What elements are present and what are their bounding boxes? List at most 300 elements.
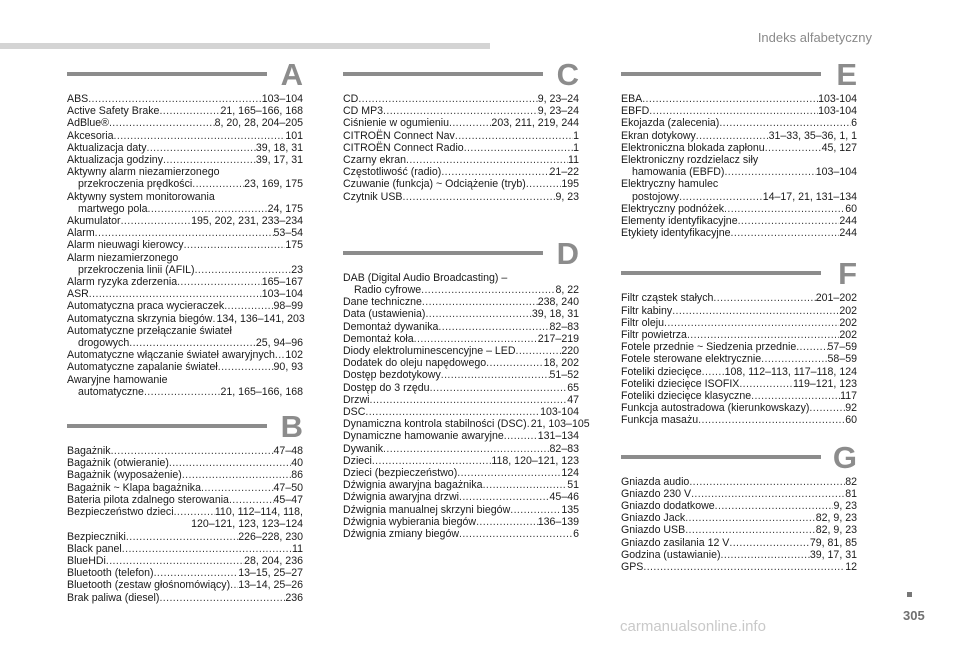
dot-leader <box>672 305 839 317</box>
index-entry <box>67 469 303 481</box>
entry-row <box>343 321 579 333</box>
dot-leader <box>414 333 538 345</box>
dot-leader <box>169 457 291 469</box>
dot-leader <box>177 276 262 288</box>
dot-leader <box>184 239 286 251</box>
entry-row <box>621 366 857 378</box>
index-entry <box>621 105 857 117</box>
section-letter: A <box>280 57 303 92</box>
dot-leader <box>195 264 292 276</box>
index-entry <box>621 305 857 317</box>
entry-pages: 9, 23 <box>833 500 857 513</box>
index-entry <box>67 457 303 469</box>
dot-leader <box>516 345 562 357</box>
entry-term: Brak paliwa (diesel) <box>67 591 160 604</box>
entry-term: Aktywny alarm niezamierzonego <box>67 166 220 179</box>
entry-row <box>67 264 303 276</box>
entry-row <box>343 308 579 320</box>
dot-leader <box>687 329 839 341</box>
index-entry <box>621 93 857 105</box>
entry-term: Częstotliwość (radio) <box>343 166 442 179</box>
entry-term: Bateria pilota zdalnego sterowania <box>67 493 229 506</box>
index-column-3 <box>621 57 857 574</box>
dot-leader <box>106 555 244 567</box>
entry-pages: 82–83 <box>549 442 579 455</box>
entry-row <box>343 369 579 381</box>
entry-term: Diody elektroluminescencyjne – LED <box>343 345 516 358</box>
dot-leader <box>724 166 815 178</box>
entry-pages: 39, 18, 31 <box>531 308 579 321</box>
entry-pages: 23, 169, 175 <box>244 178 303 191</box>
index-entry <box>67 130 303 142</box>
section-letter: C <box>556 57 579 92</box>
entry-row <box>621 117 857 129</box>
entry-pages: 82–83 <box>549 320 579 333</box>
index-entry <box>621 341 857 353</box>
index-entry <box>343 430 579 442</box>
dot-leader <box>163 154 256 166</box>
entry-row <box>343 528 579 540</box>
entry-row <box>67 579 303 591</box>
dot-leader <box>159 105 220 117</box>
entry-row <box>343 154 579 166</box>
entry-pages: 217–219 <box>537 332 579 345</box>
entry-pages: 6 <box>573 528 579 541</box>
entry-term: Automatyczna skrzynia biegów <box>67 312 213 325</box>
entry-term: DAB (Digital Audio Broadcasting) – <box>343 271 508 284</box>
entry-pages: 202 <box>839 316 857 329</box>
entry-row <box>343 516 579 528</box>
dot-leader <box>147 142 256 154</box>
entry-pages: 79, 81, 85 <box>809 536 857 549</box>
entry-pages: 47–48 <box>273 445 303 458</box>
entry-term: Foteliki dziecięce ISOFIX <box>621 377 740 390</box>
entry-term: Automatyczne przełączanie świateł <box>67 324 232 337</box>
entry-row <box>67 276 303 288</box>
dot-leader <box>664 317 839 329</box>
section-header-f <box>621 256 857 292</box>
entry-pages: 51–52 <box>549 369 579 382</box>
entry-term: Funkcja masażu <box>621 414 699 427</box>
entry-row <box>67 93 303 105</box>
entry-pages: 131–134 <box>537 430 579 443</box>
entry-pages: 8, 20, 28, 204–205 <box>214 117 303 130</box>
section-header-a <box>67 57 303 92</box>
index-entry <box>67 325 303 349</box>
entry-term: Dynamiczna kontrola stabilności (DSC) <box>343 418 527 431</box>
entry-term: Gniazdo zasilania 12 V <box>621 536 730 549</box>
entry-row <box>621 378 857 390</box>
dot-leader <box>459 491 550 503</box>
index-entry <box>67 117 303 129</box>
entry-term: Bagażnik (wyposażenie) <box>67 469 182 482</box>
entry-row <box>621 537 857 549</box>
entry-term: Akumulator <box>67 215 121 228</box>
entry-row <box>621 488 857 500</box>
dot-leader <box>765 142 822 154</box>
dot-leader <box>369 394 567 406</box>
entry-row <box>67 178 303 190</box>
index-entry <box>67 93 303 105</box>
entry-pages: 92 <box>845 402 857 415</box>
entry-term: Dzieci (bezpieczeństwo) <box>343 467 458 480</box>
dot-leader <box>809 402 845 414</box>
entry-pages: 23 <box>291 263 303 276</box>
entry-row <box>621 512 857 524</box>
entry-term: Elektryczny podnóżek <box>621 202 725 215</box>
entry-pages: 13–14, 25–26 <box>238 579 303 592</box>
index-entry <box>343 166 579 178</box>
section-letter: B <box>280 409 303 445</box>
entry-term: Gniazdo USB <box>621 524 686 537</box>
dot-leader <box>421 284 555 296</box>
entry-row <box>67 445 303 457</box>
index-entry <box>67 374 303 398</box>
index-entry <box>343 130 579 142</box>
index-entry <box>343 308 579 320</box>
entry-row <box>621 341 857 353</box>
entry-term: Dane techniczne <box>343 296 422 309</box>
index-entry <box>67 531 303 543</box>
entry-row <box>343 284 579 296</box>
dot-leader <box>643 561 845 573</box>
entry-term: Bagażnik ~ Klapa bagażnika <box>67 481 201 494</box>
entry-pages: 236 <box>285 591 303 604</box>
entry-pages: 8, 22 <box>555 284 579 297</box>
dot-leader <box>449 117 491 129</box>
entry-pages-continued: 120–121, 123, 123–124 <box>191 518 303 531</box>
index-entry <box>343 296 579 308</box>
entry-pages: 102 <box>285 349 303 362</box>
index-entry <box>343 321 579 333</box>
dot-leader <box>192 178 244 190</box>
entry-term: Filtr cząstek stałych <box>621 292 714 305</box>
dot-leader <box>88 93 262 105</box>
entry-term: BlueHDi <box>67 554 106 567</box>
entry-row <box>621 500 857 512</box>
index-entry <box>67 215 303 227</box>
index-entry <box>343 272 579 296</box>
entry-pages: 226–228, 230 <box>238 530 303 543</box>
entry-term: DSC <box>343 406 366 419</box>
index-entry <box>343 479 579 491</box>
entry-term: Dźwignia wybierania biegów <box>343 515 477 528</box>
entry-pages: 21, 165–166, 168 <box>220 105 303 118</box>
entry-term: Aktualizacja godziny <box>67 154 163 167</box>
dot-leader <box>455 130 573 142</box>
entry-term: Alarm <box>67 227 95 240</box>
dot-leader <box>430 382 568 394</box>
dot-leader <box>459 528 573 540</box>
section-letter: E <box>836 57 857 92</box>
entry-term: Active Safety Brake <box>67 105 160 118</box>
page-header-title: Indeks alfabetyczny <box>757 30 872 45</box>
entry-row <box>67 349 303 361</box>
dot-leader <box>275 349 285 361</box>
entry-row <box>621 561 857 573</box>
index-entry <box>343 178 579 190</box>
dot-leader <box>464 142 573 154</box>
entry-term: martwego pola <box>78 202 148 215</box>
entry-pages: 103–104 <box>815 166 857 179</box>
entry-row <box>67 130 303 142</box>
section-letter: G <box>832 439 857 475</box>
index-entry <box>67 592 303 604</box>
entry-term: Bezpieczniki <box>67 530 126 543</box>
dot-leader <box>441 369 550 381</box>
entry-row <box>343 296 579 308</box>
dot-leader <box>122 543 292 555</box>
dot-leader <box>679 191 763 203</box>
entry-term: Black panel <box>67 542 122 555</box>
header-bar <box>0 43 490 49</box>
entry-row <box>621 227 857 239</box>
section-divider <box>621 72 821 76</box>
entry-term: Elektroniczna blokada zapłonu <box>621 141 765 154</box>
entry-row <box>621 549 857 561</box>
entry-row <box>67 531 303 543</box>
entry-term: CITROËN Connect Nav <box>343 129 455 142</box>
dot-leader <box>129 337 256 349</box>
entry-row <box>67 154 303 166</box>
section-divider <box>67 424 267 428</box>
entry-row <box>67 203 303 215</box>
dot-leader <box>796 341 827 353</box>
dot-leader <box>751 390 840 402</box>
entry-row <box>621 353 857 365</box>
entry-pages: 58–59 <box>827 353 857 366</box>
entry-pages: 25, 94–96 <box>255 337 303 350</box>
entry-row <box>621 390 857 402</box>
entry-row <box>621 130 857 142</box>
index-entry <box>343 154 579 166</box>
entry-pages: 202 <box>839 304 857 317</box>
entry-pages: 220 <box>561 345 579 358</box>
index-entry <box>67 166 303 190</box>
entry-term: Aktualizacja daty <box>67 141 147 154</box>
index-entry <box>67 506 303 530</box>
dot-leader <box>761 353 827 365</box>
entry-pages: 31–33, 35–36, 1, 1 <box>768 129 857 142</box>
entry-term: Demontaż dywanika <box>343 320 439 333</box>
entry-term: CD <box>343 93 359 105</box>
entry-pages: 21, 103–105 <box>530 418 590 431</box>
section-divider <box>343 72 543 76</box>
entry-row <box>343 418 590 431</box>
entry-row <box>621 524 857 536</box>
dot-leader <box>148 203 268 215</box>
entry-pages: 39, 17, 31 <box>809 548 857 561</box>
entry-term: Bluetooth (zestaw głośnomówiący) <box>67 579 231 592</box>
section-divider <box>621 455 821 459</box>
entry-term: Awaryjne hamowanie <box>67 373 168 386</box>
index-column-1 <box>67 57 305 604</box>
index-entry <box>67 555 303 567</box>
dot-leader <box>476 516 538 528</box>
entry-term: Czytnik USB <box>343 190 403 203</box>
entry-row <box>621 402 857 414</box>
entry-term: Funkcja autostradowa (kierunkowskazy) <box>621 402 810 415</box>
index-entry <box>343 382 579 394</box>
entry-pages: 101 <box>285 129 303 142</box>
entry-row <box>343 467 579 479</box>
dot-leader <box>229 494 274 506</box>
entry-term: CD MP3 <box>343 105 384 118</box>
index-entry <box>621 390 857 402</box>
index-entry <box>67 543 303 555</box>
entry-pages: 60 <box>845 414 857 427</box>
entry-row <box>621 105 857 117</box>
entry-pages: 195, 202, 231, 233–234 <box>191 215 303 228</box>
dot-leader <box>182 469 291 481</box>
entry-pages: 47 <box>567 393 579 406</box>
dot-leader <box>438 321 549 333</box>
entry-pages: 82, 9, 23 <box>815 524 857 537</box>
index-entry <box>343 369 579 381</box>
entry-row <box>67 142 303 154</box>
section-gap <box>621 427 857 445</box>
entry-row <box>67 592 303 604</box>
entry-row <box>343 142 579 154</box>
entry-pages: 1 <box>573 129 579 142</box>
dot-leader <box>483 479 568 491</box>
entry-term: Gniazdo Jack <box>621 512 686 525</box>
dot-leader <box>698 414 845 426</box>
entry-pages: 9, 23–24 <box>537 105 579 118</box>
entry-row <box>67 506 303 518</box>
index-entry <box>621 561 857 573</box>
entry-term: Akcesoria <box>67 129 114 142</box>
entry-row <box>343 333 579 345</box>
entry-term: Fotele sterowane elektrycznie <box>621 353 762 366</box>
index-entry <box>343 504 579 516</box>
entry-term: Etykiety identyfikacyjne <box>621 227 731 240</box>
entry-pages: 18, 202 <box>543 357 579 370</box>
section-header-g <box>621 439 857 475</box>
entry-term: Dostęp bezdotykowy <box>343 369 441 382</box>
entry-term: GPS <box>621 561 644 574</box>
entry-row <box>343 357 579 369</box>
dot-leader <box>696 130 769 142</box>
dot-leader <box>510 504 561 516</box>
section-header-d <box>343 235 579 271</box>
index-entry <box>621 178 857 202</box>
entry-pages: 9, 23 <box>555 190 579 203</box>
entry-pages: 14–17, 21, 131–134 <box>762 190 857 203</box>
dot-leader <box>457 467 561 479</box>
dot-leader <box>685 512 816 524</box>
entry-row <box>621 166 857 178</box>
entry-term: hamowania (EBFD) <box>632 166 725 179</box>
index-entry <box>621 537 857 549</box>
index-column-2 <box>343 57 590 541</box>
dot-leader <box>144 386 221 398</box>
entry-term: Automatyczne włączanie świateł awaryjnych <box>67 349 275 362</box>
entry-term: Filtr oleju <box>621 316 664 329</box>
dot-leader <box>383 443 549 455</box>
entry-row <box>67 215 303 227</box>
section-letter: F <box>838 256 857 292</box>
entry-row <box>343 430 579 442</box>
dot-leader <box>504 430 538 442</box>
index-entry <box>343 357 579 369</box>
index-entry <box>621 142 857 154</box>
index-entry <box>343 443 579 455</box>
index-entry <box>621 378 857 390</box>
index-entry <box>621 353 857 365</box>
index-entry <box>67 313 303 325</box>
entry-pages: 1 <box>573 141 579 154</box>
entry-row <box>343 105 579 117</box>
entry-pages: 103–104 <box>261 93 303 105</box>
entry-term: Gniazdo 230 V <box>621 487 692 500</box>
entry-row <box>621 476 857 488</box>
entry-term: postojowy <box>632 190 680 203</box>
index-entry <box>67 227 303 239</box>
entry-term: Elementy identyfikacyjne <box>621 215 738 228</box>
dot-leader <box>126 531 238 543</box>
index-entry <box>621 500 857 512</box>
dot-leader <box>406 154 568 166</box>
entry-row <box>343 130 579 142</box>
entry-term: ABS <box>67 93 89 105</box>
index-entry <box>343 516 579 528</box>
entry-pages: 53–54 <box>273 227 303 240</box>
section-gap <box>67 398 303 414</box>
entry-pages: 103-104 <box>540 406 579 419</box>
entry-term: Fotele przednie ~ Siedzenia przednie <box>621 341 797 354</box>
entry-pages: 51 <box>567 479 579 492</box>
entry-pages: 244 <box>839 227 857 240</box>
dot-leader <box>218 361 274 373</box>
entry-row <box>67 457 303 469</box>
entry-row <box>621 414 857 426</box>
entry-row <box>343 93 579 105</box>
index-entry <box>343 418 590 431</box>
entry-row <box>621 142 857 154</box>
index-entry <box>343 528 579 540</box>
entry-row <box>621 203 857 215</box>
entry-pages: 136–139 <box>537 515 579 528</box>
entry-pages: 103–104 <box>261 288 303 301</box>
entry-row <box>67 567 303 579</box>
entry-pages: 21–22 <box>549 166 579 179</box>
entry-row <box>67 288 303 300</box>
entry-row <box>343 455 579 467</box>
entry-term: Alarm nieuwagi kierowcy <box>67 239 184 252</box>
entry-term: Dzieci <box>343 454 372 467</box>
entry-term: Dostęp do 3 rzędu <box>343 381 430 394</box>
dot-leader <box>109 117 215 129</box>
entry-row <box>343 406 579 418</box>
entry-pages: 6 <box>851 117 857 130</box>
entry-row <box>343 117 579 129</box>
entry-term: Elektryczny hamulec <box>621 178 719 191</box>
dot-leader <box>230 579 238 591</box>
index-entry <box>67 239 303 251</box>
index-entry <box>67 105 303 117</box>
entry-row <box>67 543 303 555</box>
index-entry <box>343 142 579 154</box>
entry-pages: 47–50 <box>273 481 303 494</box>
index-entry <box>621 227 857 239</box>
index-entry <box>67 300 303 312</box>
entry-row <box>343 382 579 394</box>
dot-leader <box>89 288 262 300</box>
index-entry <box>343 406 579 418</box>
entry-row <box>67 337 303 349</box>
entry-term: Radio cyfrowe <box>354 284 422 297</box>
